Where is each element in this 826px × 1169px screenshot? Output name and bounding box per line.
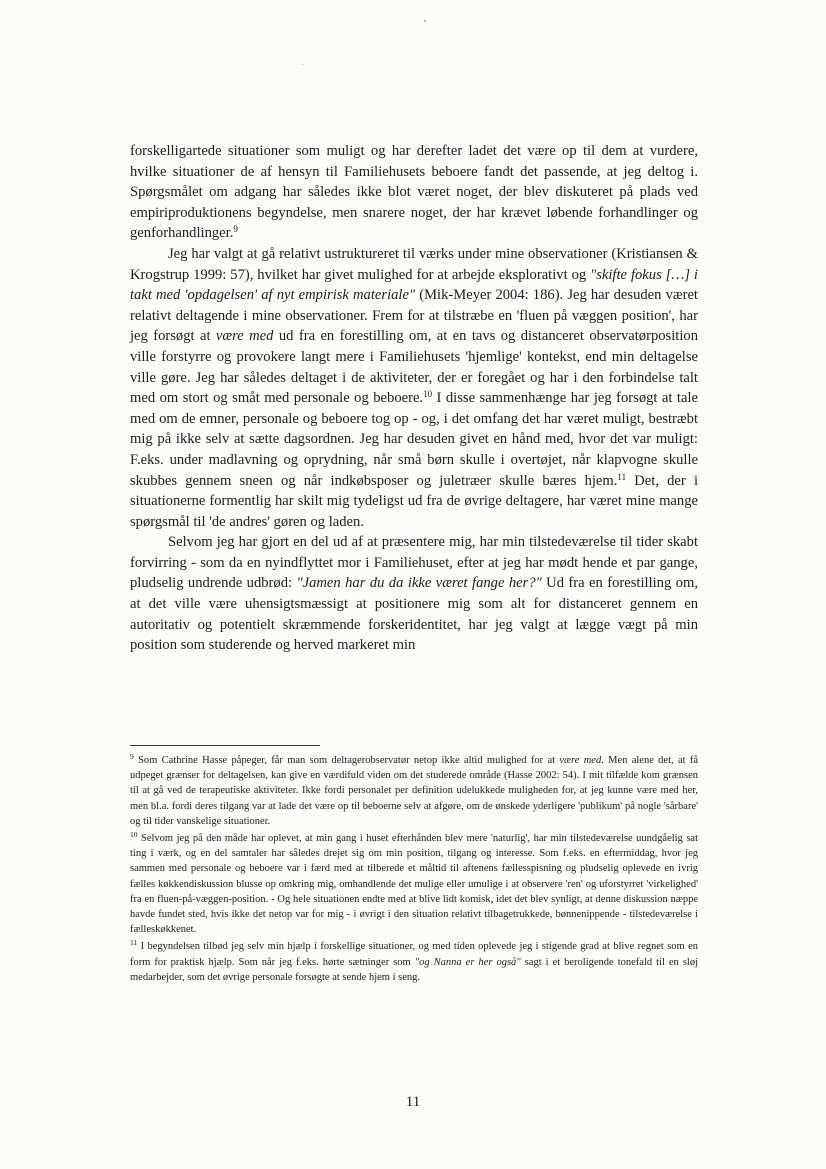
footnote-9 xyxy=(130,753,698,829)
body-text xyxy=(130,141,698,656)
emphasis-text: "skifte fokus […] i takt med 'opdagelsen' af nyt empirisk materiale" xyxy=(130,266,698,304)
paragraph-3 xyxy=(130,532,698,656)
text-run: I disse sammenhænge har jeg forsøgt at tale med om de emner, personale og beboere tog op - og, i det omfang det har været muligt, bestræbt mig på ikke selv at sætte dagsordnen. Jeg har desuden givet en hånd med, hvor det var muligt: F.eks. under madlavning og oprydning, når små børn skulle i overtøjet, når klapvogne skulle skubbes gennem sneen og når indkøbsposer og juletræer skulle bæres hjem. xyxy=(130,390,698,489)
footnote-11 xyxy=(130,939,698,985)
text-run: Det, der i situationerne formentlig har skilt mig tydeligst ud fra de øvrige deltagere, har været mine mange spørgsmål til 'de andres' gøren og laden. xyxy=(130,472,698,530)
page-number: 11 xyxy=(405,1094,421,1110)
emphasis-text: være med xyxy=(215,328,274,345)
footnote-ref: 11 xyxy=(130,938,138,948)
text-run: sagt i et beroligende tonefald til en sløj medarbejder, som det øvrige personale forsøgte at sende hjem i seng. xyxy=(130,956,698,983)
emphasis-text: være med xyxy=(559,755,602,766)
text-run: ud fra en forestilling om, at en tavs og distanceret observatørposition ville forstyrre og provokere langt mere i Familiehusets 'hjemlige' kontekst, end min deltagelse ville gøre. Jeg har således deltaget i de aktiviteter, der er foregået og har i den forbindelse talt med om stort og småt med personale og beboere. xyxy=(130,328,698,407)
text-run: Selvom jeg har gjort en del ud af at præsentere mig, har min tilstedeværelse til tider skabt forvirring - som da en nyindflyttet mor i Familiehuset, efter at jeg har mødt hende et par gange, pludselig undrende udbrød: xyxy=(130,534,698,592)
emphasis-text: "og Nanna er her også" xyxy=(414,956,521,968)
scan-speck xyxy=(424,20,426,22)
text-run: Selvom jeg på den måde har oplevet, at min gang i huset efterhånden blev mere 'naturlig', har min tilstedeværelse uundgåelig sat ting i værk, og en del samtaler har således drejet sig om min position, tilgang og interesse. Som f.eks. en eftermiddag, hvor jeg sammen med personale og beboere var i færd med at tilberede et måltid til aftenens fællesspisning og pludselig oplevede en ivrig fælles køkkendiskussion blusse op omkring mig, omhandlende det mulige eller umulige i at observere 'ren' og uforstyrret 'virkelighed' fra en fluen-på-væggen-position. - Og hele situationen endte med at blive lidt komisk, idet det blev synligt, at denne diskussion næppe havde fundet sted, hvis ikke det netop var for mig - i øvrigt i den situation relativt tilbagetrukkede, bønnenippende - tilstedeværelse i fælleskøkkenet. xyxy=(130,833,698,936)
text-run: I begyndelsen tilbød jeg selv min hjælp i forskellige situationer, og med tiden oplevede jeg i stigende grad at blive regnet som en form for praktisk hjælp. Som når jeg f.eks. hørte sætninger som xyxy=(130,941,698,968)
footnote-ref: 10 xyxy=(423,389,433,400)
paragraph-2 xyxy=(130,244,698,532)
footnote-ref: 9 xyxy=(130,752,134,761)
paragraph-1 xyxy=(130,141,698,244)
footnote-ref: 9 xyxy=(233,224,238,235)
text-run: Ud fra en forestilling om, at det ville være uhensigtsmæssigt at positionere mig som alt for distanceret gennem en autoritativ og potentielt skræmmende forskeridentitet, har jeg valgt at lægge vægt på min position som studerende og herved markeret min xyxy=(130,575,698,654)
footnote-ref: 11 xyxy=(617,471,627,482)
emphasis-text: "Jamen har du da ikke været fange her?" xyxy=(296,575,542,592)
footnote-10 xyxy=(130,831,698,937)
footnote-ref: 10 xyxy=(130,830,138,840)
text-run: Jeg har valgt at gå relativt ustruktureret til værks under mine observationer (Kristiansen & Krogstrup 1999: 57), hvilket har givet mulighed for at arbejde eksplorativt og xyxy=(130,245,698,283)
text-run: . Men alene det, at få udpeget grænser for deltagelsen, kan give en værdifuld viden om det studerede område (Hasse 2002: 54). I mit tilfælde kom grænsen til at gå ved de terapeutiske aktiviteter. Ikke fordi personalet per definition udelukkede muligheden for, at jeg kunne være med her, men bl.a. fordi deres tilgang var at lade det være op til beboerne selv at afgøre, om de ønskede yderligere 'publikum' på nogle 'sårbare' og til tider vanskelige situationer. xyxy=(130,755,698,827)
text-run: (Mik-Meyer 2004: 186). Jeg har desuden været relativt deltagende i mine observationer. Frem for at tilstræbe en 'fluen på væggen position', har jeg forsøgt at xyxy=(130,287,698,345)
text-run: Som Cathrine Hasse påpeger, får man som deltagerobservatør netop ikke altid mulighed for at xyxy=(133,755,560,766)
text-run: forskelligartede situationer som muligt og har derefter ladet det være op til dem at vurdere, hvilke situationer de af hensyn til Familiehusets beboere fandt det passende, at jeg deltog i. Spørgsmålet om adgang har således ikke blot været noget, der blev diskuteret på plads ved empiriproduktionens begyndelse, men snarere noget, der har krævet løbende forhandlinger og genforhandlinger. xyxy=(130,143,698,242)
footnotes xyxy=(130,753,698,987)
scan-speck xyxy=(302,64,303,65)
footnote-divider xyxy=(130,745,320,746)
